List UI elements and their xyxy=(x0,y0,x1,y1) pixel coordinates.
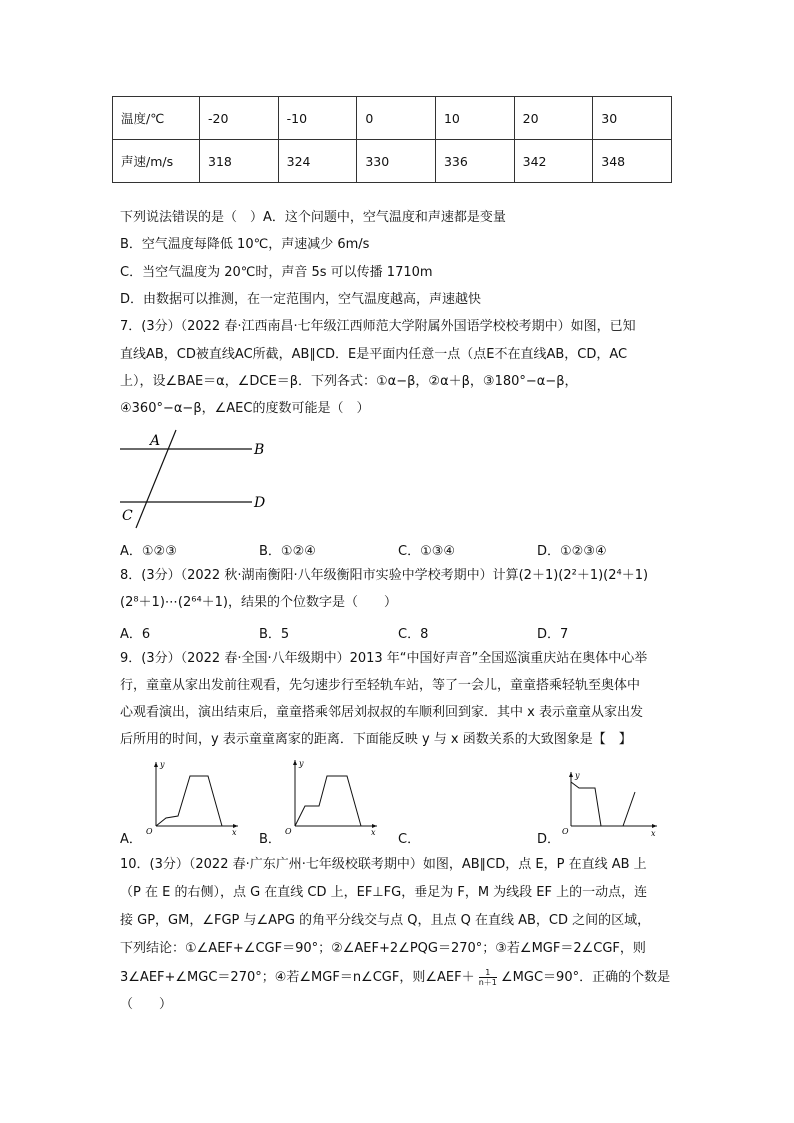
q10-line-3: 接 GP，GM，∠FGP 与∠APG 的角平分线交与点 Q，且点 Q 在直线 AB，CD 之间的区域， xyxy=(120,913,651,928)
axis-y-label: y xyxy=(575,771,580,780)
q9-line-3: 心观看演出，演出结束后，童童搭乘邻居刘叔叔的车顺利回到家．其中 x 表示童童从家出发 xyxy=(120,705,643,720)
table-cell: 10 xyxy=(435,97,514,140)
table-cell: 温度/℃ xyxy=(113,97,200,140)
table-cell: -20 xyxy=(200,97,279,140)
table-cell: 声速/m/s xyxy=(113,140,200,183)
fraction xyxy=(479,968,497,987)
axis-y-label: y xyxy=(299,759,304,768)
axis-y-label: y xyxy=(160,760,165,769)
q10-line-5-end: ∠MGC＝90°．正确的个数是 xyxy=(501,970,671,985)
q9-line-1: 9．(3分）（2022 春·全国·八年级期中）2013 年“中国好声音”全国巡演重庆站在奥体中心举 xyxy=(120,651,648,666)
table-cell: 330 xyxy=(357,140,436,183)
q8-line-2: (2⁸＋1)⋯(2⁶⁴＋1)，结果的个位数字是（ ） xyxy=(120,595,398,610)
q10-line-5-start: 3∠AEF+∠MGC＝270°；④若∠MGF＝n∠CGF，则∠AEF＋ xyxy=(120,970,475,985)
table-row xyxy=(113,140,672,183)
q8-option-b: B．5 xyxy=(259,627,290,642)
label-a: A xyxy=(150,433,161,449)
fraction-numerator: 1 xyxy=(479,968,497,978)
table-cell: 0 xyxy=(357,97,436,140)
q9-option-c: C． xyxy=(398,832,421,847)
q7-option-b: B．①②④ xyxy=(259,544,316,559)
q10-line-6: （ ） xyxy=(120,997,173,1012)
q10-line-2: （P 在 E 的右侧），点 G 在直线 CD 上，EF⊥FG，垂足为 F，M 为线段 EF 上的一动点，连 xyxy=(120,885,648,900)
q10-line-4: 下列结论：①∠AEF+∠CGF＝90°；②∠AEF+2∠PQG＝270°；③若∠MGF＝2∠CGF，则 xyxy=(120,941,646,956)
origin-label: O xyxy=(285,827,292,836)
origin-label: O xyxy=(146,827,153,836)
q8-option-d: D．7 xyxy=(537,627,569,642)
origin-label: O xyxy=(562,827,569,836)
table-cell: 324 xyxy=(278,140,357,183)
q9-graph-b xyxy=(281,756,381,836)
q7-line-2: 直线AB，CD被直线AC所截，AB∥CD．E是平面内任意一点（点E不在直线AB，CD，AC xyxy=(120,347,628,362)
q10-line-5 xyxy=(120,968,670,987)
table-cell: 318 xyxy=(200,140,279,183)
axis-x-label: x xyxy=(371,828,376,836)
q7-line-3: 上），设∠BAE＝α，∠DCE＝β．下列各式：①α−β，②α＋β，③180°−α−β， xyxy=(120,374,578,389)
q9-option-d: D． xyxy=(537,832,561,847)
table-cell: 336 xyxy=(435,140,514,183)
q9-option-a: A． xyxy=(120,832,142,847)
q9-line-4: 后所用的时间，y 表示童童离家的距离．下面能反映 y 与 x 函数关系的大致图象是【 】 xyxy=(120,732,632,747)
q7-option-c: C．①③④ xyxy=(398,544,456,559)
q8-option-c: C．8 xyxy=(398,627,429,642)
q7-line-1: 7．(3分）（2022 春·江西南昌·七年级江西师范大学附属外国语学校校考期中）如图，已知 xyxy=(120,319,636,334)
q8-line-1: 8．(3分）（2022 秋·湖南衡阳·八年级衡阳市实验中学校考期中）计算(2＋1)(2²＋1)(2⁴＋1) xyxy=(120,568,649,583)
q6-option-b: B．空气温度每降低 10℃，声速减少 6m/s xyxy=(120,237,370,252)
q10-line-1: 10．(3分）（2022 春·广东广州·七年级校联考期中）如图，AB∥CD，点 E，P 在直线 AB 上 xyxy=(120,857,647,872)
table-row xyxy=(113,97,672,140)
q7-line-4: ④360°−α−β，∠AEC的度数可能是（ ） xyxy=(120,401,370,416)
label-b: B xyxy=(254,442,265,458)
q8-option-a: A．6 xyxy=(120,627,151,642)
q9-graph-d xyxy=(559,768,661,840)
temperature-speed-table xyxy=(112,96,672,183)
table-cell: 342 xyxy=(514,140,593,183)
q9-option-b: B． xyxy=(259,832,281,847)
q7-parallel-lines-figure xyxy=(114,428,274,532)
q6-stem: 下列说法错误的是（ ）A．这个问题中，空气温度和声速都是变量 xyxy=(120,210,506,225)
q7-option-a: A．①②③ xyxy=(120,544,177,559)
table-cell: 348 xyxy=(593,140,672,183)
q6-option-c: C．当空气温度为 20℃时，声音 5s 可以传播 1710m xyxy=(120,265,433,280)
table-cell: 30 xyxy=(593,97,672,140)
label-c: C xyxy=(122,508,133,524)
fraction-denominator: n＋1 xyxy=(478,978,497,987)
q7-option-d: D．①②③④ xyxy=(537,544,607,559)
axis-x-label: x xyxy=(232,828,237,836)
q9-graph-a xyxy=(142,756,242,836)
q6-option-d: D．由数据可以推测，在一定范围内，空气温度越高，声速越快 xyxy=(120,292,482,307)
axis-x-label: x xyxy=(651,829,656,838)
table-cell: -10 xyxy=(278,97,357,140)
label-d: D xyxy=(254,495,266,511)
q9-line-2: 行，童童从家出发前往观看，先匀速步行至轻轨车站，等了一会儿，童童搭乘轻轨至奥体中 xyxy=(120,678,641,693)
table-cell: 20 xyxy=(514,97,593,140)
